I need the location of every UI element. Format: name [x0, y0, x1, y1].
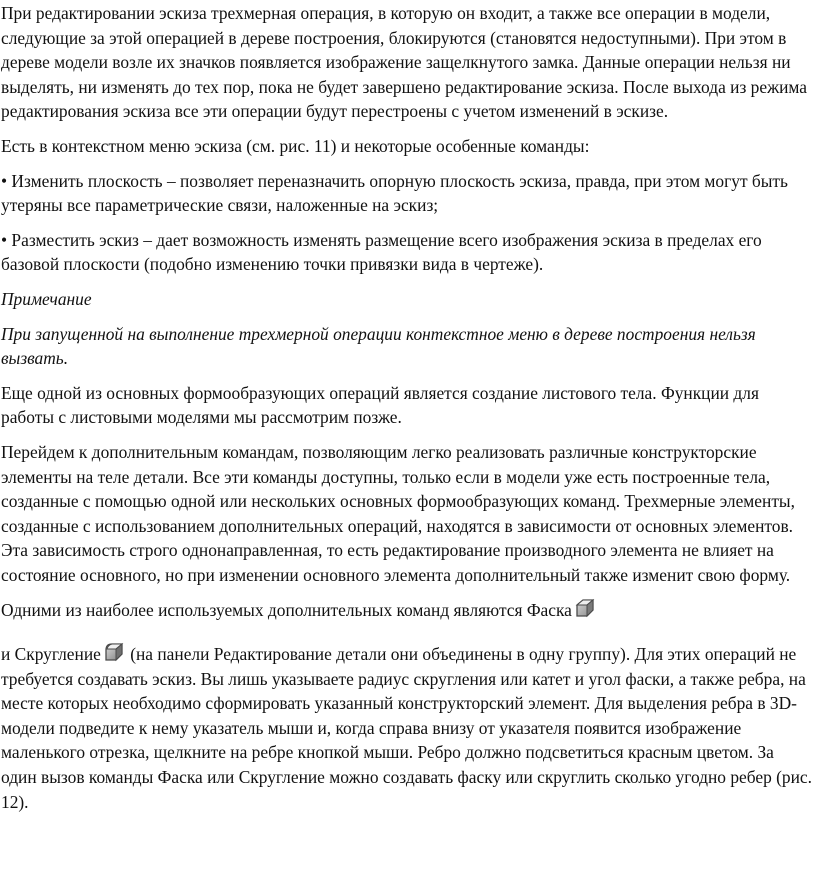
paragraph-chamfer — [1, 597, 813, 623]
paragraph-sheet-body: Еще одной из основных формообразующих операций является создание листового тела. Функции для работы с листовыми моделями мы рассмотрим позже. — [1, 382, 759, 428]
note-text: При запущенной на выполнение трехмерной операции контекстное меню в дереве построения нельзя вызвать. — [1, 323, 756, 369]
paragraph-chamfer-text: Одними из наиболее используемых дополнительных команд являются Фаска — [1, 600, 572, 621]
paragraph-additional-commands: Перейдем к дополнительным командам, позволяющим легко реализовать различные конструкторские элементы на теле детали. Все эти команды доступны, только если в модели уже есть построенные тела, созданные с помощью одной или нескольких основных формообразующих команд. Трехмерные элементы, созданные с использованием дополнительных операций, находятся в зависимости от основных элементов. Эта зависимость строго однонаправленная, то есть редактирование производного элемента не влияет на состояние основного, но при изменении основного элемента дополнительный также изменит свою форму. — [1, 441, 795, 585]
note-title: Примечание — [1, 288, 92, 309]
bullet-place-sketch: • Разместить эскиз – дает возможность изменять размещение всего изображения эскиза в пределах его базовой плоскости (подобно изменению точки привязки вида в чертеже). — [1, 229, 762, 275]
paragraph-sketch-editing: При редактировании эскиза трехмерная операция, в которую он входит, а также все операции в модели, следующие за этой операцией в дереве построения, блокируются (становятся недоступными). При этом в дереве модели возле их значков появляется изображение защелкнутого замка. Данные операции нельзя ни выделять, ни изменять до тех пор, пока не будет завершено редактирование эскиза. После выхода из режима редактирования эскиза все эти операции будут перестроены с учетом изменений в эскизе. — [1, 3, 808, 122]
paragraph-fillet-start: и Скругление — [1, 644, 101, 665]
paragraph-fillet — [1, 641, 813, 814]
bullet-change-plane: • Изменить плоскость – позволяет переназначить опорную плоскость эскиза, правда, при этом могут быть утеряны все параметрические связи, наложенные на эскиз; — [1, 170, 788, 216]
fillet-icon — [103, 641, 125, 663]
chamfer-icon — [574, 597, 596, 619]
paragraph-fillet-rest: (на панели Редактирование детали они объединены в одну группу). Для этих операций не требуется создавать эскиз. Вы лишь указываете радиус скругления или катет и угол фаски, а также ребра, на месте которых необходимо сформировать указанный конструкторский элемент. Для выделения ребра в 3D-модели подведите к нему указатель мыши и, когда справа внизу от указателя появится изображение маленького отрезка, щелкните на ребре кнопкой мыши. Ребро должно подсветиться красным цветом. За один вызов команды Фаска или Скругление можно создавать фаску или скруглить сколько угодно ребер (рис. 12). — [1, 644, 812, 812]
paragraph-context-menu-intro: Есть в контекстном меню эскиза (см. рис. 11) и некоторые особенные команды: — [1, 135, 590, 156]
